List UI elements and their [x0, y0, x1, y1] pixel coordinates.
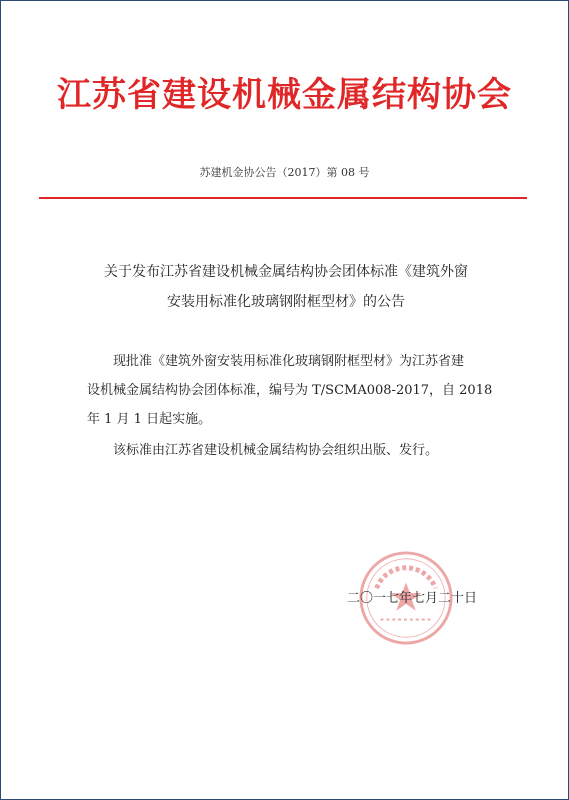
- document-number: 苏建机金协公告（2017）第 08 号: [199, 166, 370, 179]
- notice-body: [87, 347, 499, 465]
- notice-title-line: 安装用标准化玻璃钢附框型材》的公告: [167, 294, 405, 310]
- organization-letterhead: 江苏省建设机械金属结构协会: [57, 75, 512, 115]
- body-line: 年 1 月 1 日起实施。: [87, 412, 212, 427]
- letterhead-divider: [39, 197, 527, 199]
- body-line: 现批准《建筑外窗安装用标准化玻璃钢附框型材》为江苏省建: [113, 354, 465, 369]
- signature-date: 二〇一七年七月二十日: [347, 591, 478, 606]
- notice-title-line: 关于发布江苏省建设机械金属结构协会团体标准《建筑外窗: [104, 264, 468, 280]
- body-line: 该标准由江苏省建设机械金属结构协会组织出版、发行。: [113, 443, 439, 458]
- body-line: 设机械金属结构协会团体标准，编号为 T/SCMA008-2017，自 2018: [87, 383, 493, 398]
- notice-title: [61, 257, 511, 317]
